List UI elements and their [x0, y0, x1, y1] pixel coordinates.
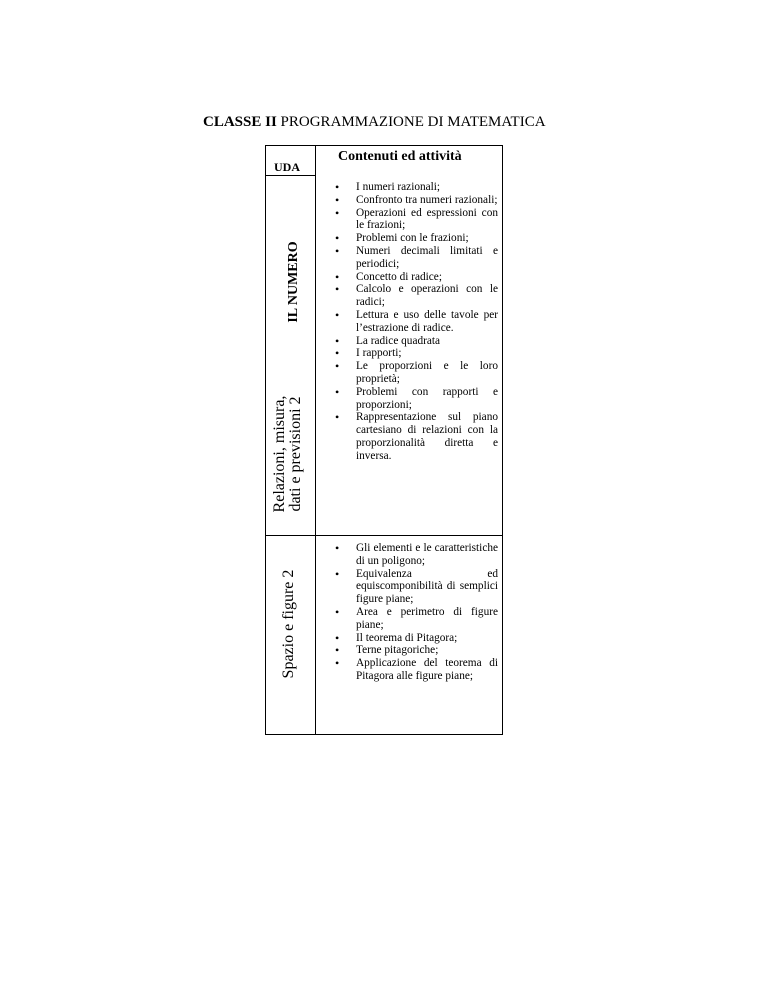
list-item: • Concetto di radice; — [328, 271, 498, 284]
list-item: • Lettura e uso delle tavole per l’estrazione di radice. — [328, 309, 498, 335]
contents-header: Contenuti ed attività — [338, 149, 462, 164]
contents-list-numero-relazioni — [328, 181, 498, 463]
list-item: • I rapporti; — [328, 347, 498, 360]
list-item: • Le proporzioni e le loro proprietà; — [328, 360, 498, 386]
column-divider — [315, 146, 316, 734]
list-item: • I numeri razionali; — [328, 181, 498, 194]
section-label-relazioni-line2: dati e previsioni 2 — [287, 396, 304, 512]
section-divider — [266, 535, 502, 536]
list-item: • Calcolo e operazioni con le radici; — [328, 283, 498, 309]
content-table — [265, 145, 503, 735]
section-label-relazioni — [272, 379, 306, 529]
list-item: • Operazioni ed espressioni con le frazioni; — [328, 207, 498, 233]
list-item: • Equivalenza ed equiscomponibilità di semplici figure piane; — [328, 568, 498, 606]
uda-header: UDA — [274, 160, 300, 174]
list-item: • Gli elementi e le caratteristiche di un poligono; — [328, 542, 498, 568]
list-item: • Il teorema di Pitagora; — [328, 632, 498, 645]
contents-list-spazio — [328, 542, 498, 683]
page-title-subject: PROGRAMMAZIONE DI MATEMATICA — [276, 114, 546, 130]
list-item: • Applicazione del teorema di Pitagora alle figure piane; — [328, 657, 498, 683]
list-item: • Numeri decimali limitati e periodici; — [328, 245, 498, 271]
section-label-relazioni-line1: Relazioni, misura, — [271, 395, 288, 513]
list-item: • Area e perimetro di figure piane; — [328, 606, 498, 632]
header-divider — [266, 175, 315, 176]
list-item: • Terne pitagoriche; — [328, 644, 498, 657]
list-item: • Problemi con rapporti e proporzioni; — [328, 386, 498, 412]
page-title-class: CLASSE II — [203, 114, 277, 130]
page-title — [203, 114, 583, 131]
list-item: • Problemi con le frazioni; — [328, 232, 498, 245]
section-label-spazio: Spazio e figure 2 — [280, 569, 297, 679]
list-item: • Rappresentazione sul piano cartesiano di relazioni con la proporzionalità diretta e inversa. — [328, 411, 498, 462]
list-item: • Confronto tra numeri razionali; — [328, 194, 498, 207]
section-label-numero: IL NUMERO — [286, 241, 301, 323]
list-item: • La radice quadrata — [328, 335, 498, 348]
